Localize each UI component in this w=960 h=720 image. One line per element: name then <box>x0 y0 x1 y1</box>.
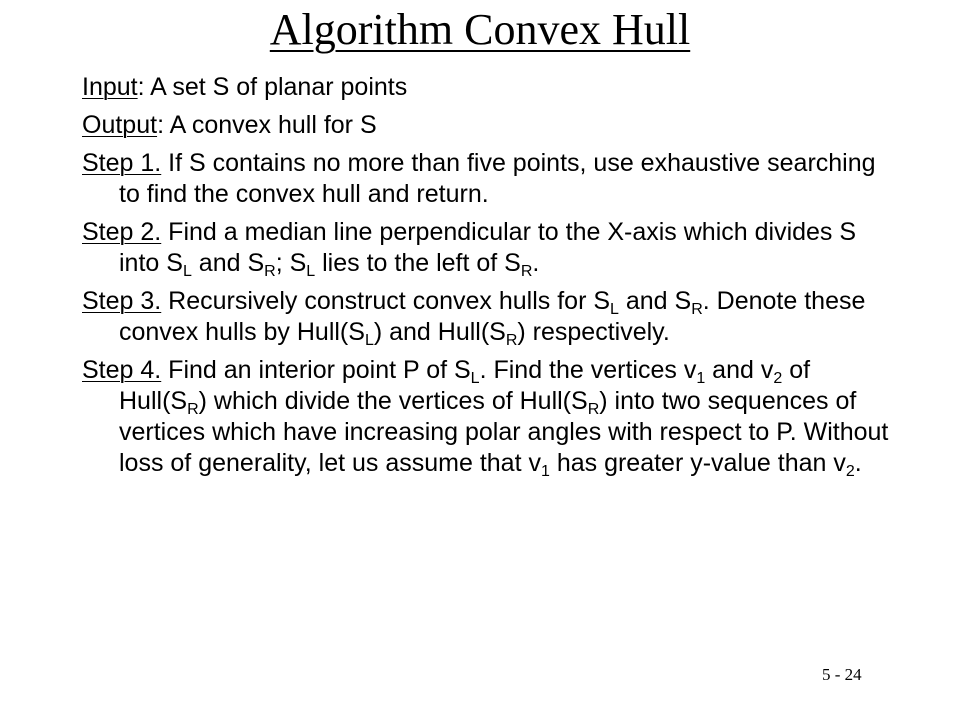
output-label: Output <box>82 111 158 139</box>
step4-text: of Hull(S <box>119 356 811 415</box>
step4-subscript: R <box>587 401 600 418</box>
step2-paragraph <box>82 217 902 279</box>
step3-text: ) respectively. <box>517 318 670 346</box>
output-line <box>82 110 902 141</box>
step3-subscript: R <box>691 301 703 318</box>
step2-subscript: R <box>264 263 276 280</box>
slide-title: Algorithm Convex Hull <box>269 5 691 54</box>
step4-subscript: R <box>187 401 199 418</box>
step4-text: . Find the vertices v <box>479 356 697 384</box>
step4-subscript: 1 <box>696 370 706 387</box>
step4-subscript: 2 <box>845 463 855 480</box>
step3-text: and S <box>618 287 692 315</box>
step4-text: Find an interior point P of S <box>161 356 471 384</box>
step4-paragraph <box>82 355 902 479</box>
step4-text: has greater y-value than v <box>549 449 846 477</box>
step4-subscript: L <box>470 370 480 387</box>
step3-text: ) and Hull(S <box>373 318 506 346</box>
step1-paragraph <box>82 148 902 210</box>
output-text: : A convex hull for S <box>157 111 377 139</box>
step4-text: . <box>854 449 862 477</box>
input-label: Input <box>82 73 138 101</box>
step4-label: Step 4. <box>82 356 162 384</box>
step2-label: Step 2. <box>82 218 162 246</box>
step3-text: Recursively construct convex hulls for S <box>161 287 611 315</box>
step4-subscript: 1 <box>540 463 550 480</box>
step2-text: and S <box>191 249 265 277</box>
step2-subscript: L <box>306 263 316 280</box>
step2-text: Find a median line perpendicular to the X-axis which divides S into S <box>119 218 857 277</box>
step2-subscript: R <box>520 263 533 280</box>
step3-subscript: L <box>364 332 374 349</box>
input-text: : A set S of planar points <box>137 73 408 101</box>
step4-subscript: 2 <box>773 370 783 387</box>
step2-subscript: L <box>182 263 192 280</box>
page-number: 5 - 24 <box>822 665 862 684</box>
step4-text: ) into two sequences of vertices which have increasing polar angles with respect to P. Without loss of generality, let us assume that v <box>119 387 889 477</box>
step3-subscript: L <box>610 301 619 318</box>
input-line <box>82 72 902 103</box>
step2-text: ; S <box>275 249 307 277</box>
step3-text: . Denote these convex hulls by Hull(S <box>119 287 866 346</box>
step3-label: Step 3. <box>82 287 162 315</box>
step4-text: ) which divide the vertices of Hull(S <box>198 387 588 415</box>
slide-body <box>82 72 902 486</box>
step1-label: Step 1. <box>82 149 162 177</box>
step2-text: lies to the left of S <box>315 249 521 277</box>
step3-paragraph <box>82 286 902 348</box>
step3-subscript: R <box>505 332 518 349</box>
step2-text: . <box>532 249 540 277</box>
step4-text: and v <box>705 356 774 384</box>
step1-text: If S contains no more than five points, use exhaustive searching to find the convex hull and return. <box>119 149 876 208</box>
